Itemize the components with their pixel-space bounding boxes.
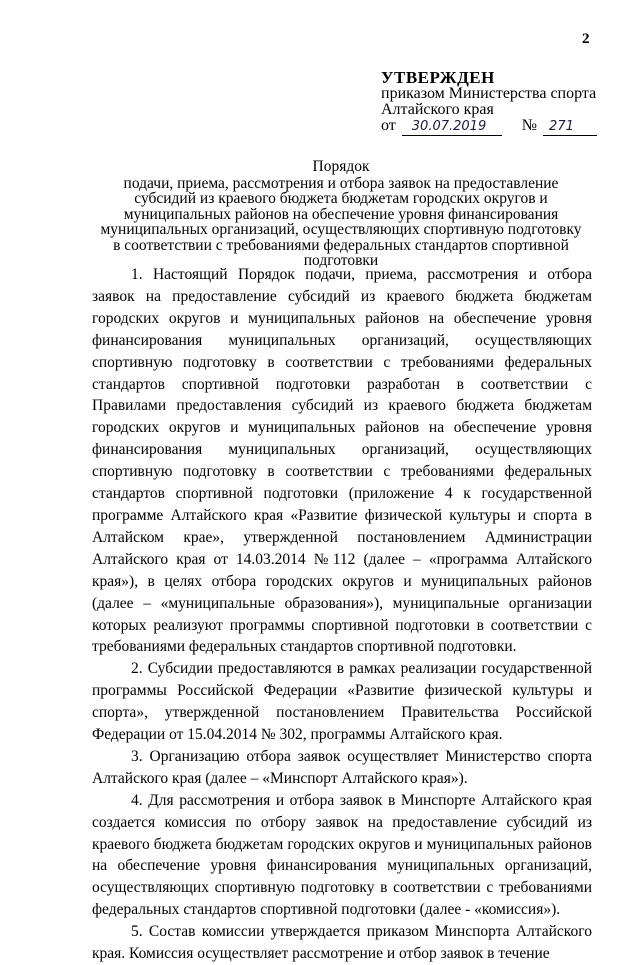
document-heading <box>95 159 587 269</box>
paragraph-2: 2. Субсидии предоставляются в рамках реализации государственной программы Российской Федерации «Развитие физической культуры и спорта», утвержденной постановлением Правительства Российской Федерации от 15.04.2014 № 302, программы Алтайского края. <box>92 660 592 744</box>
handwritten-number: 271 <box>543 119 597 136</box>
handwritten-date: 30.07.2019 <box>402 119 502 136</box>
number-prefix: № <box>521 117 538 134</box>
date-prefix: от <box>381 117 396 134</box>
approval-line-1: приказом Министерства спорта <box>381 85 597 102</box>
approval-date-row <box>381 118 597 136</box>
approval-title: УТВЕРЖДЕН <box>381 68 495 87</box>
document-body <box>92 264 592 965</box>
heading-subtitle: подачи, приема, рассмотрения и отбора заявок на предоставление субсидий из краевого бюджета бюджетам городских округов и муниципальных районов на обеспечение уровня финансирования муниципальных организаций, осуществляющих спортивную подготовку в соответствии с требованиями федеральных стандартов спортивной подготовки <box>100 174 582 269</box>
paragraph-3: 3. Организацию отбора заявок осуществляет Министерство спорта Алтайского края (далее – «Минспорт Алтайского края»). <box>92 747 592 787</box>
page-number: 2 <box>582 31 590 47</box>
heading-title: Порядок <box>312 158 370 175</box>
approval-line-2: Алтайского края <box>381 101 494 118</box>
approval-stamp <box>381 70 597 136</box>
paragraph-5: 5. Состав комиссии утверждается приказом Минспорта Алтайского края. Комиссия осуществляет рассмотрение и отбор заявок в течение <box>92 923 592 963</box>
paragraph-1: 1. Настоящий Порядок подачи, приема, рассмотрения и отбора заявок на предоставление субсидий из краевого бюджета бюджетам городских округов и муниципальных районов на обеспечение уровня финансирования муниципальных организаций, осуществляющих спортивную подготовку в соответствии с требованиями федеральных стандартов спортивной подготовки разработан в соответствии с Правилами предоставления субсидий из краевого бюджета бюджетам городских округов и муниципальных районов на обеспечение уровня финансирования муниципальных организаций, осуществляющих спортивную подготовку в соответствии с требованиями федеральных стандартов спортивной подготовки (приложение 4 к государственной программе Алтайского края «Развитие физической культуры и спорта в Алтайском крае», утвержденной постановлением Администрации Алтайского края от 14.03.2014 №112 (далее – «программа Алтайского края»), в целях отбора городских округов и муниципальных районов (далее – «муниципальные образования»), муниципальные организации которых реализуют программы спортивной подготовки в соответствии с требованиями федеральных стандартов спортивной подготовки. <box>92 266 592 656</box>
paragraph-4: 4. Для рассмотрения и отбора заявок в Минспорте Алтайского края создается комиссия по отбору заявок на предоставление субсидий из краевого бюджета бюджетам городских округов и муниципальных районов на обеспечение уровня финансирования муниципальных организаций, осуществляющих спортивную подготовку в соответствии с требованиями федеральных стандартов спортивной подготовки (далее - «комиссия»). <box>92 791 592 919</box>
